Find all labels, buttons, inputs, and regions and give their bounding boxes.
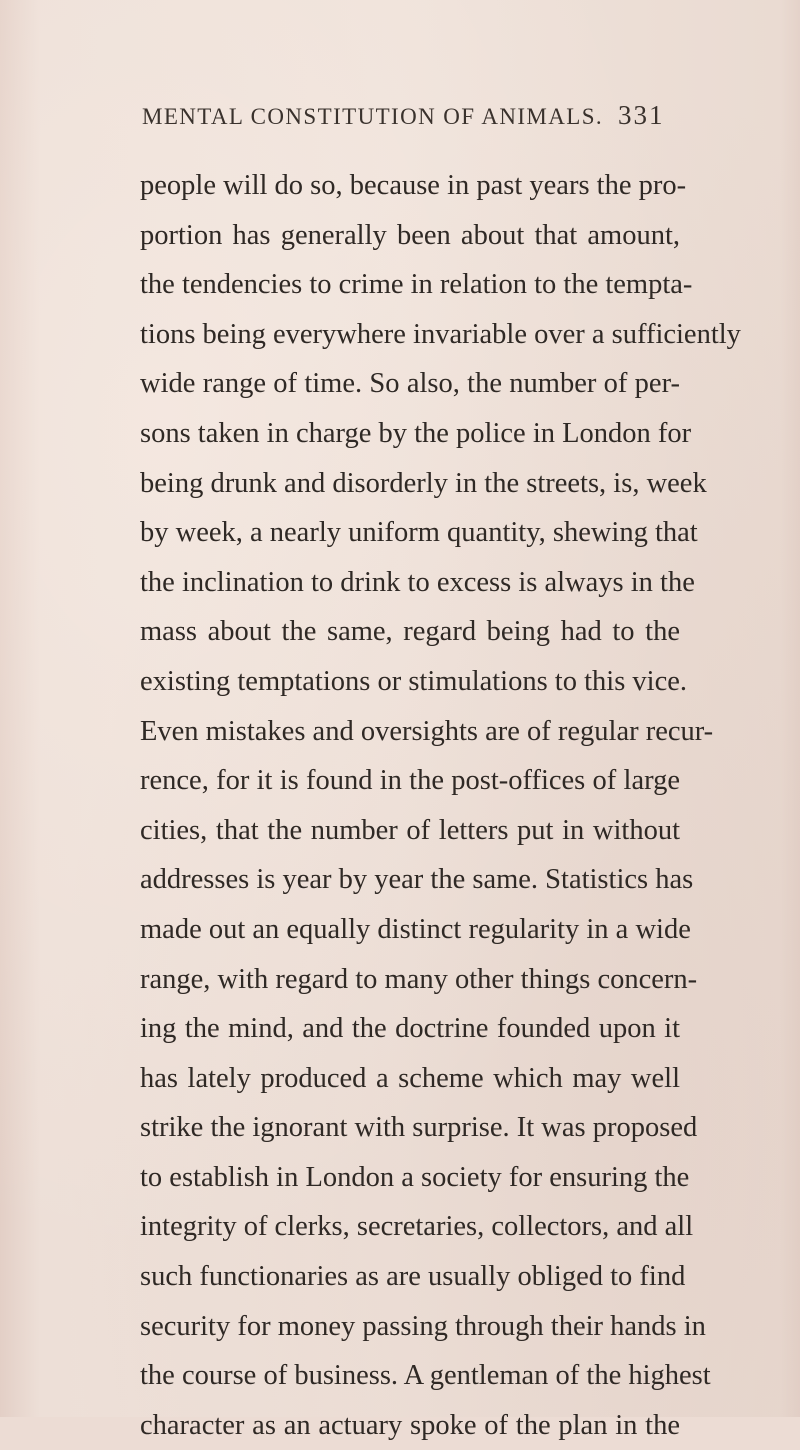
text-line: sons taken in charge by the police in London for (140, 417, 692, 449)
text-line: to establish in London a society for ensuring the (140, 1161, 690, 1193)
text-line: being drunk and disorderly in the streets, is, week (140, 467, 707, 499)
text-line: security for money passing through their hands in (140, 1310, 706, 1342)
page-number: 331 (618, 100, 665, 130)
body-text (140, 161, 741, 1450)
text-line: Even mistakes and oversights are of regular recur- (140, 715, 714, 747)
text-line: range, with regard to many other things concern- (140, 963, 698, 995)
running-head-title: MENTAL CONSTITUTION OF ANIMALS. (142, 104, 604, 129)
text-line: made out an equally distinct regularity in a wide (140, 913, 691, 945)
running-head (142, 104, 657, 130)
text-line: rence, for it is found in the post-offices of large (140, 765, 680, 797)
text-line: cities, that the number of letters put in without (140, 814, 680, 846)
text-line: the course of business. A gentleman of the highest (140, 1360, 711, 1392)
text-line: such functionaries as are usually obliged to find (140, 1261, 686, 1293)
text-line: strike the ignorant with surprise. It was proposed (140, 1112, 698, 1144)
text-line: character as an actuary spoke of the plan in the (140, 1409, 680, 1441)
text-line: people will do so, because in past years the pro- (140, 170, 687, 201)
text-line: the tendencies to crime in relation to the tempta- (140, 269, 693, 301)
text-line: mass about the same, regard being had to the (140, 616, 680, 648)
text-line: existing temptations or stimulations to this vice. (140, 665, 687, 697)
text-line: addresses is year by year the same. Statistics has (140, 864, 694, 896)
text-line: wide range of time. So also, the number of per- (140, 368, 680, 400)
text-line: the inclination to drink to excess is always in the (140, 566, 695, 598)
text-line: tions being everywhere invariable over a sufficiently (140, 318, 741, 350)
text-line: portion has generally been about that amount, (140, 219, 680, 251)
text-line: by week, a nearly uniform quantity, shewing that (140, 517, 698, 549)
text-line: ing the mind, and the doctrine founded upon it (140, 1013, 680, 1045)
text-line: integrity of clerks, secretaries, collectors, and all (140, 1211, 694, 1243)
text-line: has lately produced a scheme which may well (140, 1062, 680, 1094)
